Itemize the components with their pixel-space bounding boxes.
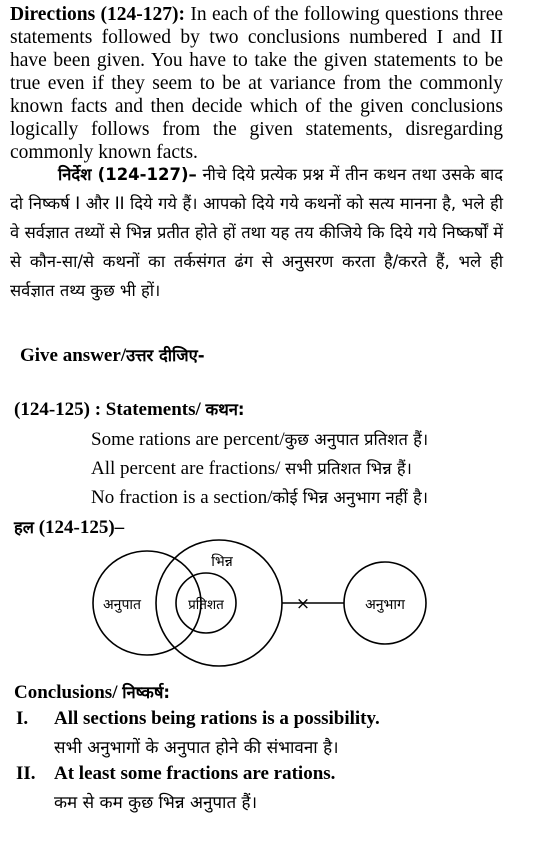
venn-diagram — [0, 530, 554, 670]
give-answer-hi: उत्तर दीजिए- — [126, 346, 205, 365]
conclusion-2-hi: कम से कम कुछ भिन्न अनुपात हैं। — [54, 793, 258, 813]
statement-1-en: Some rations are percent/ — [91, 429, 285, 450]
conclusion-1-en: All sections being rations is a possibility. — [54, 708, 380, 729]
solution-header-en: (124-125)– — [33, 517, 125, 538]
statement-3-en: No fraction is a section/ — [91, 487, 273, 508]
conclusions-header-hi: निष्कर्ष: — [122, 683, 170, 702]
conclusion-1-hi: सभी अनुभागों के अनुपात होने की संभावना है। — [54, 738, 339, 758]
conclusions-header — [14, 680, 170, 704]
nirdesh-paragraph — [10, 160, 503, 305]
statement-1-hi: कुछ अनुपात प्रतिशत हैं। — [284, 430, 429, 449]
statement-1 — [91, 427, 428, 451]
statements-header — [14, 397, 245, 421]
nirdesh-text: नीचे दिये प्रत्येक प्रश्न में तीन कथन तथा उसके बाद दो निष्कर्ष I और II दिये गये हैं। आपको दिये गये कथनों को सत्य मानना है, भले ही वे सर्वज्ञात तथ्यों से भिन्न प्रतीत होते हों तथा यह तय कीजिये कि दिये गये निष्कर्षों में से कौन-सा/से कथनों का तर्कसंगत ढंग से अनुसरण करता है/करते हैं, भले ही सर्वज्ञात तथ्य कुछ भी हों। — [10, 165, 503, 300]
statement-2-hi: सभी प्रतिशत भिन्न हैं। — [285, 459, 412, 478]
conclusion-1-number: I. — [16, 708, 29, 729]
statements-header-en: (124-125) : Statements/ — [14, 399, 206, 420]
cross-mark: × — [295, 594, 311, 614]
give-answer-en: Give answer/ — [20, 345, 127, 366]
statement-2-en: All percent are fractions/ — [91, 458, 286, 479]
nirdesh-label: निर्देश (124-127)– — [58, 165, 197, 184]
section-label: अनुभाग — [365, 597, 405, 613]
conclusions-header-en: Conclusions/ — [14, 682, 123, 703]
fraction-label: भिन्न — [211, 554, 233, 570]
percent-label: प्रतिशत — [188, 597, 224, 613]
directions-paragraph — [10, 3, 503, 164]
conclusion-2-en: At least some fractions are rations. — [54, 763, 336, 784]
give-answer-line — [20, 343, 205, 367]
statement-3 — [91, 485, 428, 509]
statements-header-hi: कथन: — [205, 400, 245, 419]
statement-2 — [91, 456, 412, 480]
statement-3-hi: कोई भिन्न अनुभाग नहीं है। — [272, 488, 428, 507]
directions-text: In each of the following questions three statements followed by two conclusions numbered I and II have been given. You have to take the given statements to be true even if they seem to be at variance from the commonly known facts and then decide which of the given conclusions logically follows from the given statements, disregarding commonly known facts. — [10, 4, 504, 163]
directions-label: Directions (124-127): — [10, 4, 186, 25]
conclusion-2-number: II. — [16, 763, 36, 784]
solution-header-hi: हल — [14, 518, 34, 537]
ratio-label: अनुपात — [102, 597, 142, 613]
